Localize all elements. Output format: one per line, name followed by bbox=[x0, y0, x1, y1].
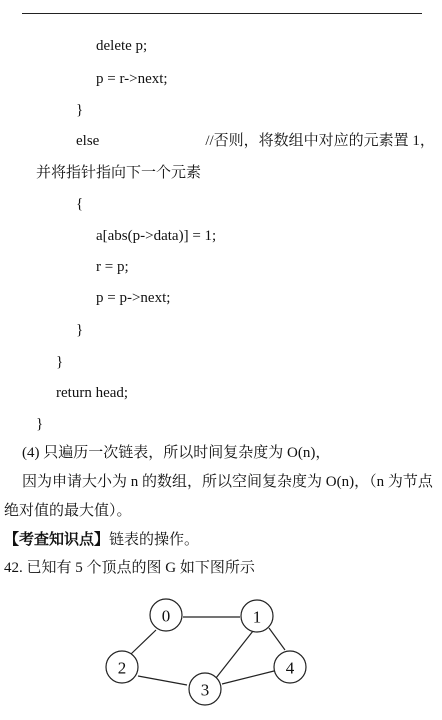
vertex-label-3: 3 bbox=[200, 680, 210, 700]
code-comment-continuation: 并将指针指向下一个元素 bbox=[36, 165, 202, 181]
vertex-label-1: 1 bbox=[252, 607, 262, 627]
code-return-head: return head; bbox=[56, 385, 129, 401]
question-42: 42. 已知有 5 个顶点的图 G 如下图所示 bbox=[4, 560, 255, 576]
vertex-label-0: 0 bbox=[161, 606, 171, 626]
analysis-note: 绝对值的最大值）。 bbox=[4, 503, 132, 519]
code-delete-p: delete p; bbox=[96, 38, 148, 54]
code-p-assign-next: p = r->next; bbox=[96, 71, 168, 87]
edge-1-4 bbox=[269, 628, 285, 650]
code-r-assign: r = p; bbox=[96, 259, 129, 275]
edge-2-3 bbox=[138, 676, 187, 685]
code-array-set: a[abs(p->data)] = 1; bbox=[96, 228, 217, 244]
code-close-brace: } bbox=[56, 354, 64, 370]
analysis-time-complexity: (4) 只遍历一次链表，所以时间复杂度为 O(n)， bbox=[22, 445, 331, 461]
vertex-label-2: 2 bbox=[117, 658, 127, 678]
edge-1-3 bbox=[216, 631, 253, 678]
code-close-brace: } bbox=[76, 322, 84, 338]
knowledge-point-text: 链表的操作。 bbox=[109, 532, 200, 548]
edge-0-2 bbox=[131, 630, 156, 654]
edge-3-4 bbox=[222, 671, 274, 684]
code-else-keyword: else bbox=[76, 133, 100, 149]
code-close-brace: } bbox=[76, 102, 84, 118]
code-p-advance: p = p->next; bbox=[96, 290, 171, 306]
code-open-brace: { bbox=[76, 196, 84, 212]
vertex-label-4: 4 bbox=[285, 658, 295, 678]
code-else-comment: //否则，将数组中对应的元素置 1， bbox=[205, 133, 435, 149]
knowledge-point-label: 【考查知识点】 bbox=[4, 532, 110, 548]
code-close-brace: } bbox=[36, 416, 44, 432]
analysis-space-complexity: 因为申请大小为 n 的数组，所以空间复杂度为 O(n)，（n 为节点 bbox=[22, 474, 433, 490]
